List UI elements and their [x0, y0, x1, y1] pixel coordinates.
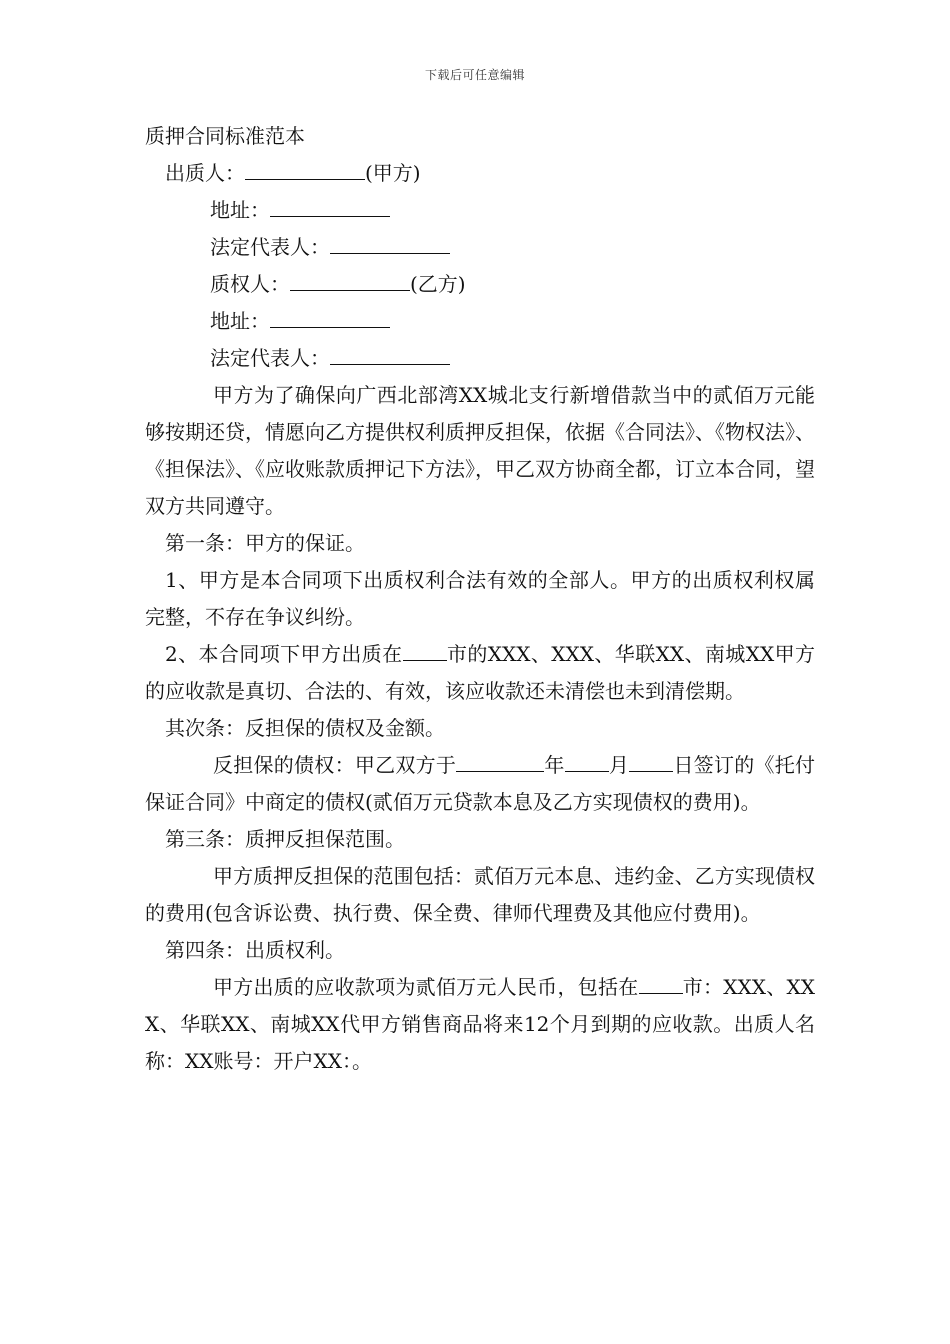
- article-3-paragraph: 甲方质押反担保的范围包括：贰佰万元本息、违约金、乙方实现债权的费用(包含诉讼费、执行费、保全费、律师代理费及其他应付费用)。: [145, 864, 815, 925]
- address-blank: [270, 305, 390, 328]
- legal-rep-blank: [330, 231, 450, 254]
- document-body: [145, 118, 815, 1080]
- day-blank: [629, 749, 673, 772]
- legal-rep-label: 法定代表人：: [210, 346, 330, 370]
- article-1-item-2-text-a: 2、本合同项下甲方出质在: [165, 642, 403, 666]
- article-2-month: 月: [608, 753, 630, 777]
- legal-rep-blank: [330, 342, 450, 365]
- pledgee-line: [145, 266, 815, 303]
- pledgor-blank: [245, 157, 365, 180]
- article-2-year: 年: [544, 753, 565, 777]
- legal-rep-label: 法定代表人：: [210, 235, 330, 259]
- pledgor-address-line: [145, 192, 815, 229]
- article-2-text-a: 反担保的债权：甲乙双方于: [213, 753, 457, 777]
- pledgee-legal-rep-line: [145, 340, 815, 377]
- header-note: 下载后可任意编辑: [424, 68, 525, 82]
- pledgee-blank: [290, 268, 410, 291]
- article-4-text-b: 市：XXX、XXX、华联XX、南城XX代甲方销售商品将来12个月到期的应收款。出质人名称：XX账号：开户XX：。: [145, 975, 815, 1073]
- year-blank: [456, 749, 544, 772]
- pledgee-suffix: (乙方): [410, 272, 466, 296]
- article-2-heading: 其次条：反担保的债权及金额。: [165, 716, 445, 740]
- pledgee-label: 质权人：: [210, 272, 290, 296]
- pledgor-line: [145, 155, 815, 192]
- article-1-item-2: [145, 636, 815, 710]
- city-blank: [403, 638, 447, 661]
- article-1-item-1: 1、甲方是本合同项下出质权利合法有效的全部人。甲方的出质权利权属完整，不存在争议纠纷。: [145, 568, 815, 629]
- article-4-paragraph: [145, 969, 815, 1080]
- document-title: 质押合同标准范本: [145, 124, 305, 148]
- article-1-item-2-text-b: 市的XXX、XXX、华联XX、南城XX甲方的应收款是真切、合法的、有效，该应收款还未清偿也未到清偿期。: [145, 642, 815, 703]
- address-blank: [270, 194, 390, 217]
- pledgor-suffix: (甲方): [365, 161, 421, 185]
- article-3-heading: 第三条：质押反担保范围。: [165, 827, 405, 851]
- pledgor-label: 出质人：: [165, 161, 245, 185]
- city-blank: [639, 971, 683, 994]
- article-4-heading: 第四条：出质权利。: [165, 938, 345, 962]
- article-2-text-b: 日签订的《托付保证合同》中商定的债权(贰佰万元贷款本息及乙方实现债权的费用)。: [145, 753, 816, 814]
- pledgee-address-line: [145, 303, 815, 340]
- preamble-paragraph: 甲方为了确保向广西北部湾XX城北支行新增借款当中的贰佰万元能够按期还贷，情愿向乙方提供权利质押反担保，依据《合同法》、《物权法》、《担保法》、《应收账款质押记下方法》，甲乙双方协商全都，订立本合同，望双方共同遵守。: [145, 383, 815, 518]
- article-4-text-a: 甲方出质的应收款项为贰佰万元人民币，包括在: [213, 975, 639, 999]
- month-blank: [565, 749, 609, 772]
- address-label: 地址：: [210, 198, 270, 222]
- article-1-heading: 第一条：甲方的保证。: [165, 531, 365, 555]
- address-label: 地址：: [210, 309, 270, 333]
- article-2-paragraph: [145, 747, 815, 821]
- pledgor-legal-rep-line: [145, 229, 815, 266]
